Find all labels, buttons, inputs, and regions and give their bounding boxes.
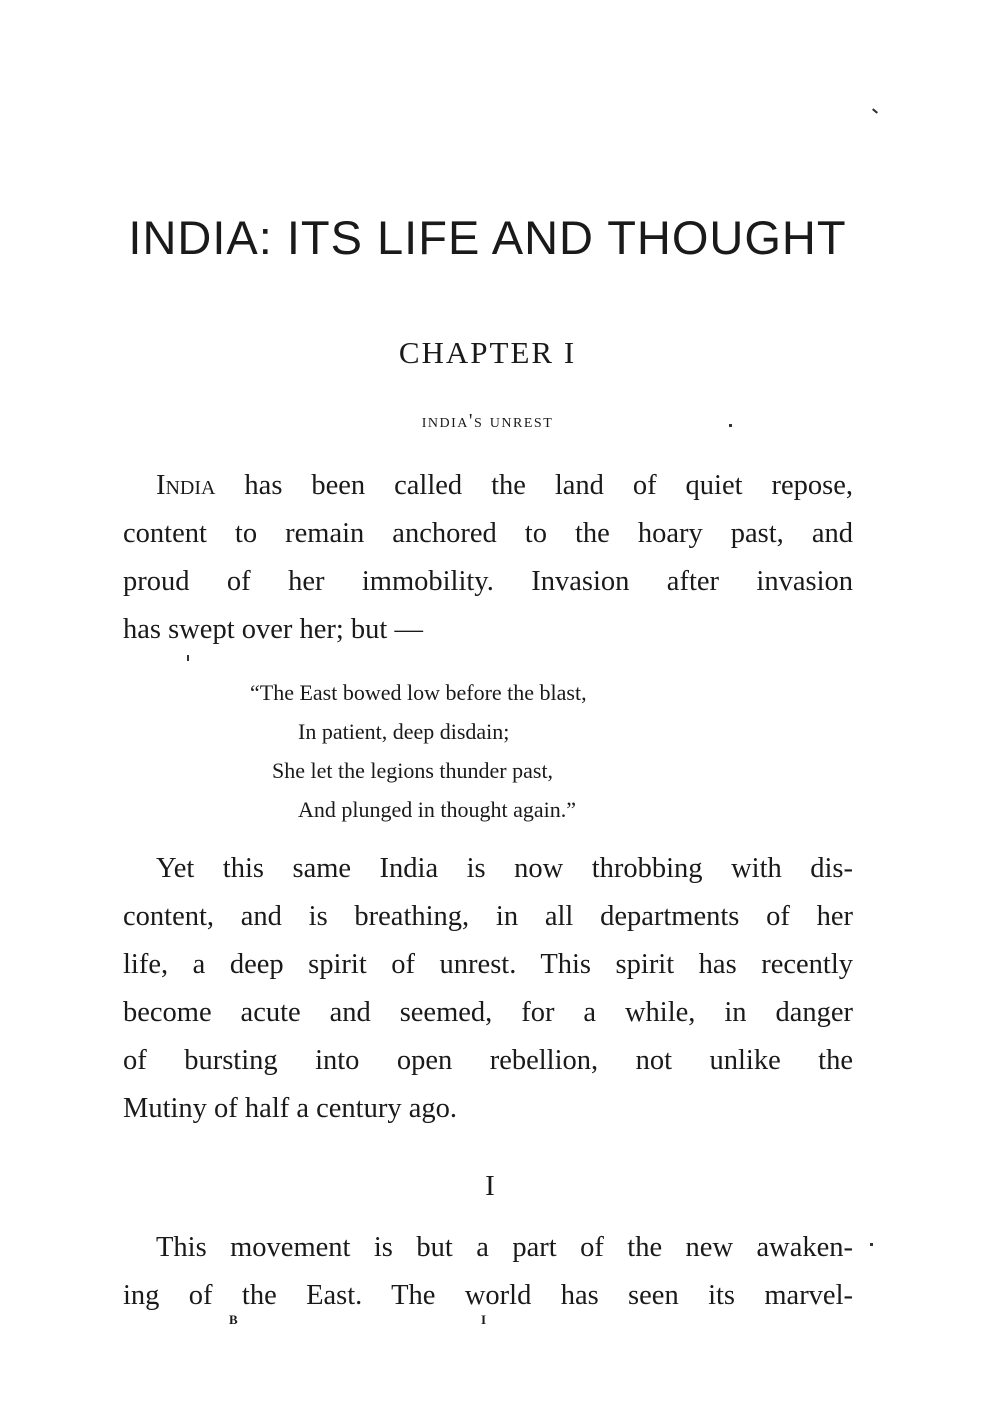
chapter-heading: CHAPTER I — [398, 335, 577, 370]
paragraph-line: ing of the East. The world has seen its marvel- — [123, 1280, 853, 1311]
chapter-subtitle: india's unrest — [421, 410, 554, 432]
paragraph-line: content, and is breathing, in all departments of her — [123, 901, 853, 932]
paragraph-line: This movement is but a part of the new awaken- — [156, 1232, 853, 1263]
paragraph-line: become acute and seemed, for a while, in danger — [123, 997, 853, 1028]
paragraph-line — [123, 462, 853, 510]
verse-line: And plunged in thought again.” — [298, 797, 577, 822]
scan-speck — [187, 655, 189, 661]
paragraph-lead-word: India — [156, 470, 216, 501]
verse-quotation — [250, 673, 587, 829]
paragraph-line: Mutiny of half a century ago. — [123, 1093, 457, 1124]
paragraph-line: proud of her immobility. Invasion after invasion — [123, 566, 853, 597]
page-number: I — [481, 1312, 487, 1327]
section-number: I — [485, 1170, 495, 1202]
paragraph-line: life, a deep spirit of unrest. This spirit has recently — [123, 949, 853, 980]
book-title: INDIA: ITS LIFE AND THOUGHT — [128, 211, 847, 264]
paragraph-3 — [123, 1224, 853, 1320]
verse-line: In patient, deep disdain; — [298, 719, 510, 744]
paragraph-1 — [123, 462, 853, 654]
verse-line: She let the legions thunder past, — [272, 758, 554, 783]
paragraph-line: of bursting into open rebellion, not unlike the — [123, 1045, 853, 1076]
paragraph-line: has swept over her; but — — [123, 614, 423, 645]
paragraph-line-text: has been called the land of quiet repose, — [215, 470, 853, 501]
scan-speck — [870, 1243, 873, 1246]
scan-speck — [872, 108, 878, 113]
signature-mark: B — [229, 1312, 238, 1327]
paragraph-line: content to remain anchored to the hoary past, and — [123, 518, 853, 549]
paragraph-line: Yet this same India is now throbbing with dis- — [156, 853, 853, 884]
verse-line: “The East bowed low before the blast, — [250, 680, 587, 705]
scan-speck — [729, 424, 732, 427]
paragraph-2 — [123, 845, 853, 1133]
